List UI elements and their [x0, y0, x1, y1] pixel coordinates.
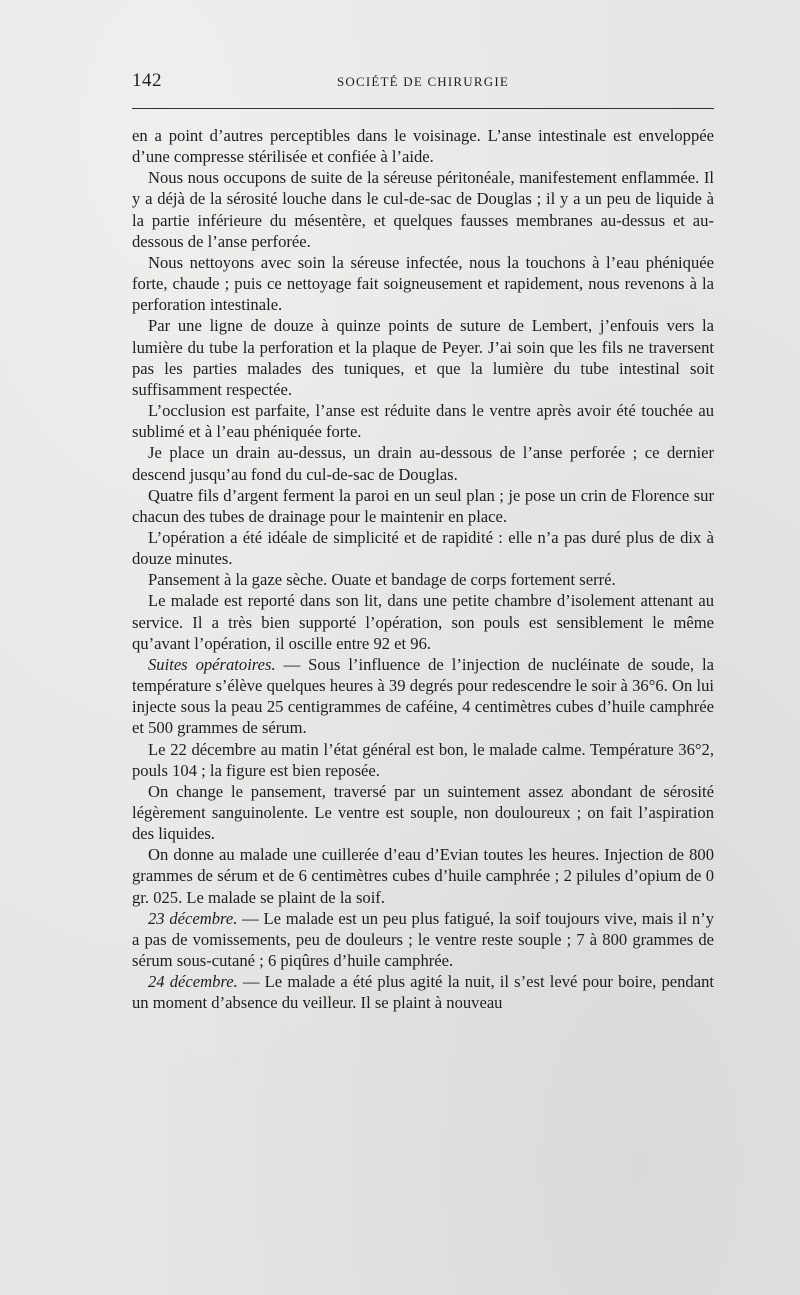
paragraph-5: L’occlusion est parfaite, l’anse est réduite dans le ventre après avoir été touchée au sublimé et à l’eau phéniquée forte.	[132, 401, 714, 442]
paragraph-13: On donne au malade une cuillerée d’eau d’Evian toutes les heures. Injection de 800 grammes de sérum et de 6 centimètres cubes d’huile camphrée ; 2 pilules d’opium de 0 gr. 025. Le malade se plaint de la soif.	[132, 845, 714, 907]
suites-text: — Sous l’influence de l’injection de nucléinate de soude, la température s’élève quelques heures à 39 degrés pour redescendre le soir à 36°6. On lui injecte sous la peau 25 centigrammes de caféine, 4 centimètres cubes d’huile camphrée et 500 grammes de sérum.	[132, 654, 714, 738]
paragraph-8: L’opération a été idéale de simplicité et de rapidité : elle n’a pas duré plus de dix à douze minutes.	[132, 527, 714, 569]
page-number: 142	[132, 70, 162, 91]
paragraph-2: Nous nous occupons de suite de la séreuse péritonéale, manifestement enflammée. Il y a déjà de la sérosité louche dans le cul-de-sac de Douglas ; il y a un peu de liquide à la partie inférieure du mésentère, et quelques fausses membranes au-dessus et au-dessous de l’anse perforée.	[132, 168, 714, 251]
paragraph-10: Le malade est reporté dans son lit, dans une petite chambre d’isolement attenant au service. Il a très bien supporté l’opération, son pouls est sensiblement le même qu’avant l’opération, il oscille entre 92 et 96.	[132, 591, 714, 653]
suites-label: Suites opératoires.	[148, 654, 276, 674]
paragraph-6: Je place un drain au-dessus, un drain au-dessous de l’anse perforée ; ce dernier descend jusqu’au fond du cul-de-sac de Douglas.	[132, 443, 714, 484]
date-label: 23 décembre.	[148, 908, 238, 928]
paragraph-9: Pansement à la gaze sèche. Ouate et bandage de corps fortement serré.	[148, 570, 616, 590]
paragraph-dec-23	[132, 908, 714, 971]
paragraph-dec-24	[132, 971, 714, 1013]
header-rule	[132, 108, 714, 109]
paragraph-3: Nous nettoyons avec soin la séreuse infectée, nous la touchons à l’eau phéniquée forte, chaude ; puis ce nettoyage fait soigneusement et rapidement, nous revenons à la perforation intestinale.	[132, 252, 714, 315]
paragraph-12: On change le pansement, traversé par un suintement assez abondant de sérosité légèrement sanguinolente. Le ventre est souple, non douloureux ; on fait l’aspiration des liquides.	[132, 781, 714, 844]
paragraph-7: Quatre fils d’argent ferment la paroi en un seul plan ; je pose un crin de Florence sur chacun des tubes de drainage pour le maintenir en place.	[132, 485, 714, 526]
paragraph-4: Par une ligne de douze à quinze points de suture de Lembert, j’enfouis vers la lumière du tube la perforation et la plaque de Peyer. J’ai soin que les fils ne traversent pas les parties malades des tuniques, et que la lumière du tube intestinal soit suffisamment respectée.	[132, 316, 714, 399]
running-title: SOCIÉTÉ DE CHIRURGIE	[336, 74, 510, 89]
paragraph-suites	[132, 654, 714, 739]
paragraph-11: Le 22 décembre au matin l’état général est bon, le malade calme. Température 36°2, pouls 104 ; la figure est bien reposée.	[132, 739, 714, 780]
body-text	[132, 125, 714, 1014]
entry-text: — Le malade est un peu plus fatigué, la soif toujours vive, mais il n’y a pas de vomissements, peu de douleurs ; le ventre reste souple ; 7 à 800 grammes de sérum sous-cutané ; 6 piqûres d’huile camphrée.	[132, 908, 714, 971]
entry-text: — Le malade a été plus agité la nuit, il s’est levé pour boire, pendant un moment d’absence du veilleur. Il se plaint à nouveau	[132, 972, 714, 1013]
paragraph-1: en a point d’autres perceptibles dans le voisinage. L’anse intestinale est enveloppée d’une compresse stérilisée et confiée à l’aide.	[132, 126, 714, 167]
date-label: 24 décembre.	[148, 972, 238, 992]
page-header	[132, 70, 714, 94]
